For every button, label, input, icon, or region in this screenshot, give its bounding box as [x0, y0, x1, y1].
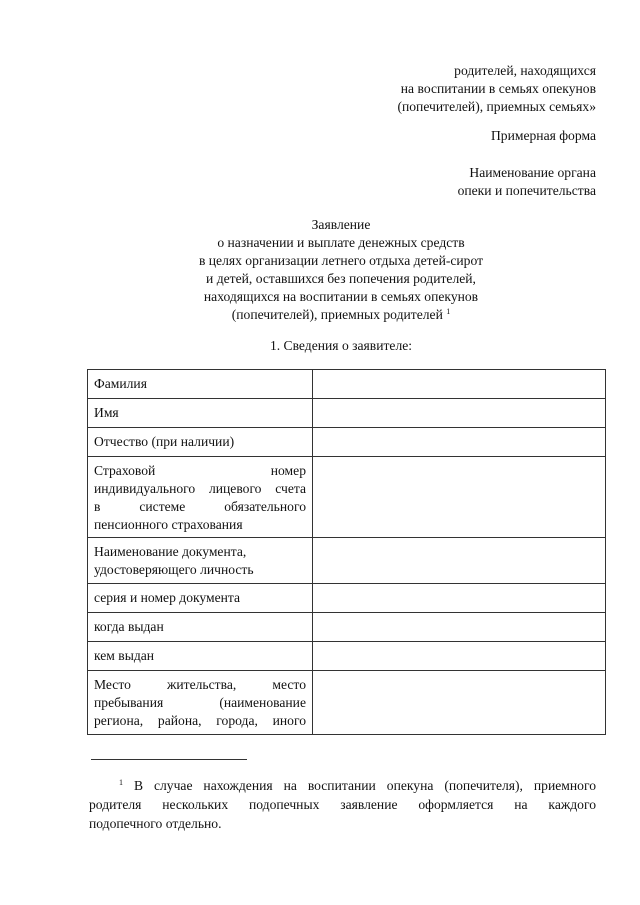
field-label-line: региона, района, города, иного [94, 713, 306, 728]
field-label-line: пребывания (наименование [94, 695, 306, 710]
field-label-snils [88, 457, 313, 538]
table-row [88, 457, 606, 538]
field-label-line: пенсионного страхования [94, 517, 243, 532]
field-label-text: кем выдан [94, 648, 155, 663]
field-label-surname [88, 370, 313, 399]
header-line: (попечителей), приемных семьях» [397, 99, 596, 114]
footnote-divider [91, 759, 247, 760]
field-label-name [88, 399, 313, 428]
field-label-line: Наименование документа, [94, 544, 247, 559]
table-row [88, 613, 606, 642]
field-label-issued-by [88, 642, 313, 671]
header-line: родителей, находящихся [454, 63, 596, 78]
section-heading: 1. Сведения о заявителе: [269, 338, 413, 353]
header-reference [196, 62, 596, 116]
field-value-patronymic[interactable] [313, 428, 606, 457]
title-line-text: (попечителей), приемных родителей [231, 307, 443, 322]
applicant-info-table [87, 369, 606, 735]
footnote-line: родителя нескольких подопечных заявление оформляется на каждого [89, 797, 596, 812]
footnote-line: подопечного отдельно. [89, 816, 222, 831]
table-row [88, 642, 606, 671]
field-label-line: Страховой номер [94, 463, 306, 478]
field-label-id-document [88, 538, 313, 584]
field-value-name[interactable] [313, 399, 606, 428]
field-label-line: удостоверяющего личность [94, 562, 254, 577]
footnote-text: В случае нахождения на воспитании опекуна (попечителя), приемного [133, 778, 596, 793]
table-row [88, 370, 606, 399]
field-label-text: серия и номер документа [94, 590, 241, 605]
table-row [88, 428, 606, 457]
field-value-issued-by[interactable] [313, 642, 606, 671]
document-title [0, 216, 640, 324]
footnote [89, 776, 596, 833]
title-line: и детей, оставшихся без попечения родителей, [206, 271, 476, 286]
field-label-text: когда выдан [94, 619, 164, 634]
table-row [88, 584, 606, 613]
organ-name-block [196, 164, 596, 200]
field-value-snils[interactable] [313, 457, 606, 538]
table-row [88, 671, 606, 735]
title-line: в целях организации летнего отдыха детей-сирот [198, 253, 484, 268]
table-row [88, 538, 606, 584]
field-label-residence [88, 671, 313, 735]
field-value-residence[interactable] [313, 671, 606, 735]
field-value-doc-number[interactable] [313, 584, 606, 613]
field-label-doc-number [88, 584, 313, 613]
field-label-line: в системе обязательного [94, 499, 306, 514]
organ-line: опеки и попечительства [457, 183, 596, 198]
footnote-mark: 1 [119, 778, 123, 787]
field-label-line: индивидуального лицевого счета [94, 481, 306, 496]
form-label: Примерная форма [490, 128, 596, 143]
title-line: Заявление [311, 217, 371, 232]
field-value-surname[interactable] [313, 370, 606, 399]
field-label-text: Отчество (при наличии) [94, 434, 235, 449]
title-line: о назначении и выплате денежных средств [217, 235, 465, 250]
title-line: находящихся на воспитании в семьях опекунов [203, 289, 479, 304]
organ-line: Наименование органа [469, 165, 596, 180]
field-value-id-document[interactable] [313, 538, 606, 584]
title-footnote-mark: 1 [446, 307, 451, 316]
field-label-patronymic [88, 428, 313, 457]
field-label-line: Место жительства, место [94, 677, 306, 692]
footnote-line [89, 776, 596, 795]
field-value-issue-date[interactable] [313, 613, 606, 642]
field-label-text: Фамилия [94, 376, 147, 391]
title-line [0, 306, 640, 324]
table-row [88, 399, 606, 428]
header-line: на воспитании в семьях опекунов [400, 81, 596, 96]
field-label-text: Имя [94, 405, 119, 420]
field-label-issue-date [88, 613, 313, 642]
